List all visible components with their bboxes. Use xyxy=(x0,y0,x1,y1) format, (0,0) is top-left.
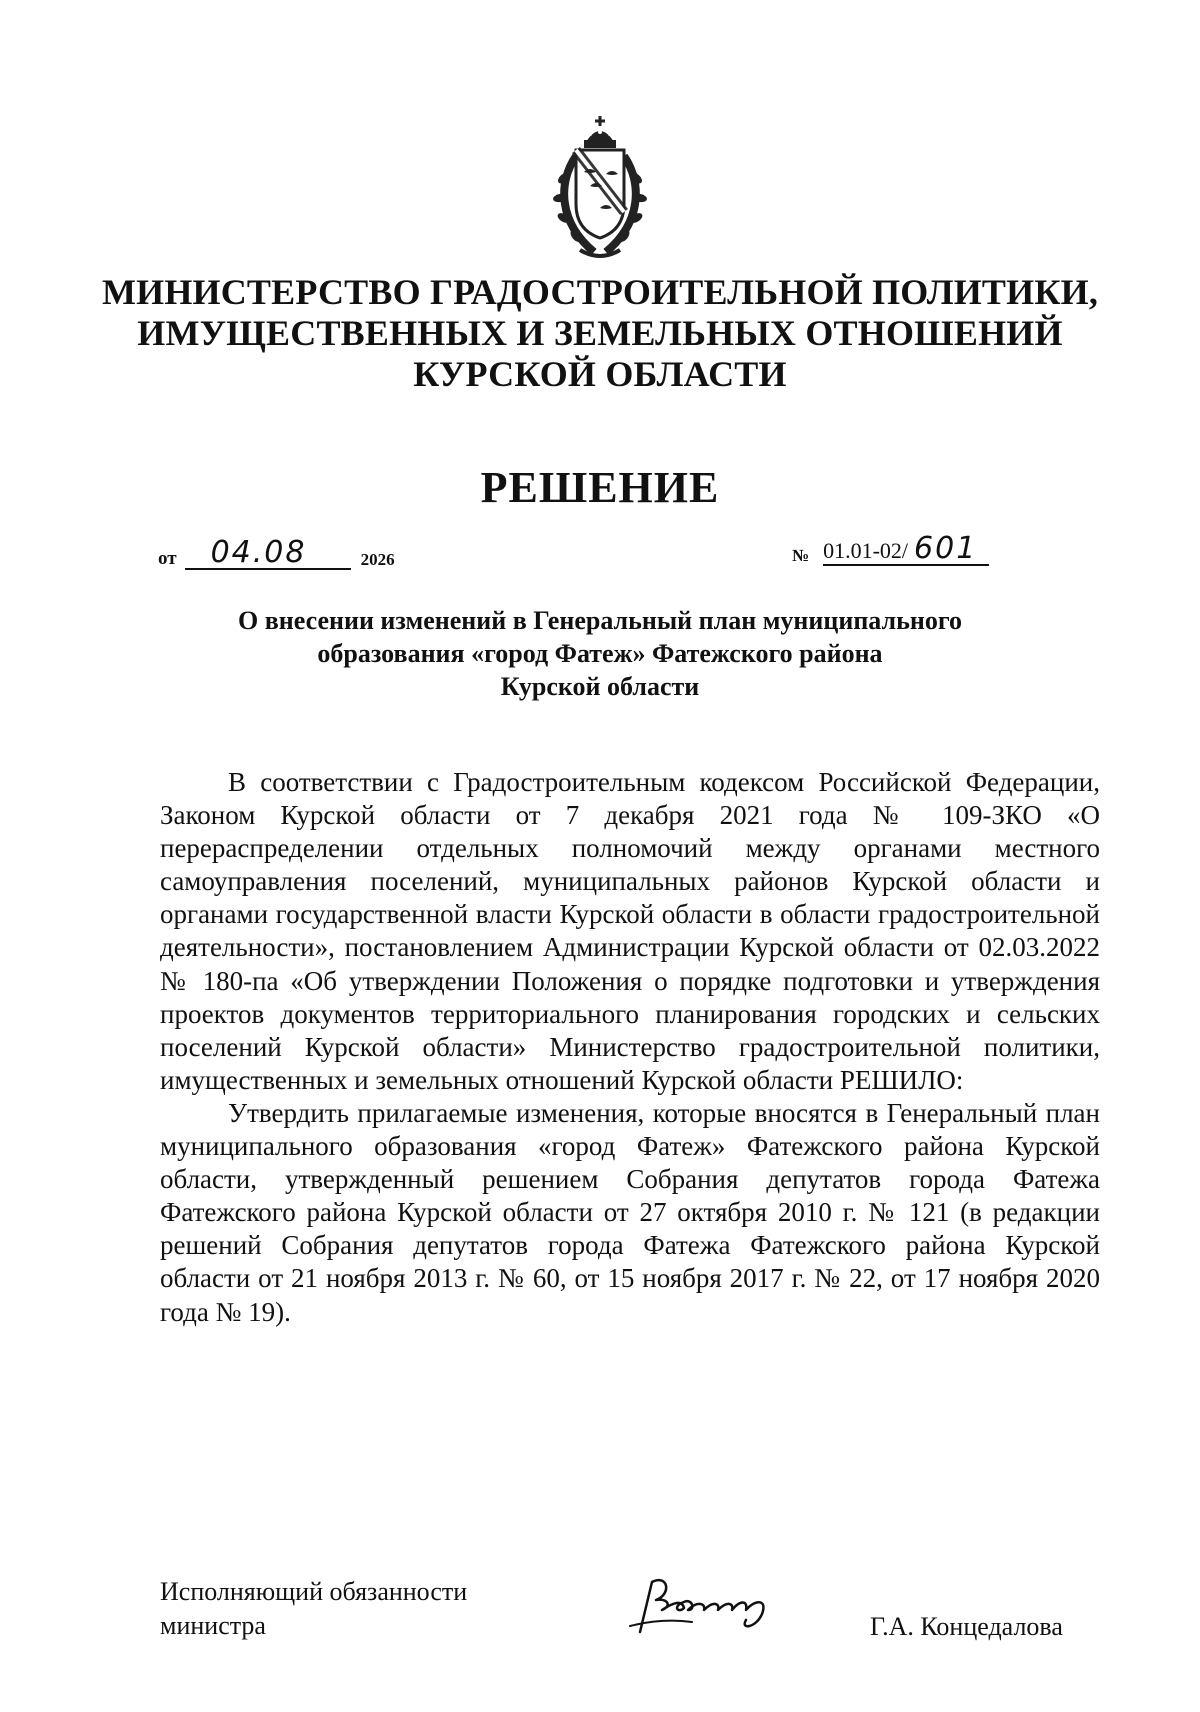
number-sign: № xyxy=(792,546,810,565)
decision-date xyxy=(158,535,395,570)
document-type-title: РЕШЕНИЕ xyxy=(480,463,720,512)
ministry-name xyxy=(100,272,1100,395)
number-field xyxy=(823,531,989,566)
signer-position-line: Исполняющий обязанности xyxy=(160,1577,468,1606)
subject-line: образования «город Фатеж» Фатежского района xyxy=(317,639,883,668)
handwritten-signature xyxy=(622,1570,792,1642)
decision-subject xyxy=(150,604,1050,703)
subject-line: Курской области xyxy=(500,672,700,701)
handwritten-number: 601 xyxy=(914,531,978,566)
signer-name: Г.А. Концедалова xyxy=(870,1612,1063,1641)
body-paragraph: Утвердить прилагаемые изменения, которые вносятся в Генеральный план муниципального образования «город Фатеж» Фатежского района Курской области, утвержденный решением Собрания депутатов города Фатежа Фатежского района Курской области от 27 октября 2010 г. № 121 (в редакции решений Собрания депутатов города Фатежа Фатежского района Курской области от 21 ноября 2013 г. № 60, от 15 ноября 2017 г. № 22, от 17 ноября 2020 года № 19). xyxy=(160,1097,1100,1327)
handwritten-date: 04.08 xyxy=(185,538,351,570)
number-prefix: 01.01-02/ xyxy=(823,538,909,563)
date-prefix: от xyxy=(158,548,177,569)
decision-body xyxy=(160,766,1100,1329)
signer-position xyxy=(160,1575,467,1643)
subject-line: О внесении изменений в Генеральный план муниципального xyxy=(237,606,963,635)
date-year: 2026 xyxy=(360,550,395,569)
kursk-coat-of-arms-icon xyxy=(550,112,650,262)
signer-position-line: министра xyxy=(160,1611,266,1640)
ministry-line: МИНИСТЕРСТВО ГРАДОСТРОИТЕЛЬНОЙ ПОЛИТИКИ, xyxy=(101,272,1099,312)
ministry-line: ИМУЩЕСТВЕННЫХ И ЗЕМЕЛЬНЫХ ОТНОШЕНИЙ xyxy=(137,313,1063,353)
ministry-line: КУРСКОЙ ОБЛАСТИ xyxy=(413,354,787,394)
body-paragraph: В соответствии с Градостроительным кодексом Российской Федерации, Законом Курской области от 7 декабря 2021 года № 109-ЗКО «О перераспределении отдельных полномочий между органами местного самоуправления поселений, муниципальных районов Курской области и органами государственной власти Курской области в области градостроительной деятельности», постановлением Администрации Курской области от 02.03.2022 № 180-па «Об утверждении Положения о порядке подготовки и утверждения проектов документов территориального планирования городских и сельских поселений Курской области» Министерство градостроительной политики, имущественных и земельных отношений Курской области РЕШИЛО: xyxy=(160,767,1100,1095)
decision-number xyxy=(792,531,989,566)
